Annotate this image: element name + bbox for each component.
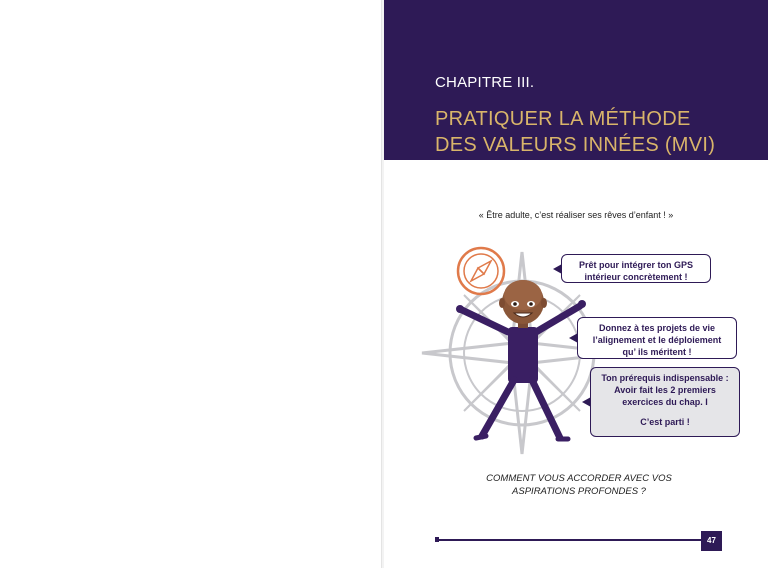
compass-icon (458, 248, 504, 294)
chapter-title-line1: PRATIQUER LA MÉTHODE (435, 108, 691, 130)
chapter-label: CHAPITRE III. (435, 74, 535, 91)
bubble-text: C’est parti ! (640, 417, 690, 427)
chapter-banner (384, 0, 768, 160)
bubble-text: l’alignement et le déploiement (592, 335, 722, 345)
epigraph-quote: « Être adulte, c’est réaliser ses rêves d’enfant ! » (478, 210, 674, 220)
bubble-text: Ton prérequis indispensable : (601, 373, 729, 383)
bubble-text: qu’ ils méritent ! (622, 347, 692, 357)
right-page (384, 0, 768, 568)
bubble-text: intérieur concrètement ! (584, 272, 688, 282)
avatar (499, 280, 547, 324)
page-number: 47 (701, 531, 722, 551)
speech-bubble-prerequisite (590, 367, 740, 437)
chapter-title (435, 106, 715, 158)
bubble-text: exercices du chap. I (622, 397, 708, 407)
bubble-text: Prêt pour intégrer ton GPS (578, 260, 693, 270)
question-line: COMMENT VOUS ACCORDER AVEC VOS (486, 473, 672, 484)
bubble-text: Avoir fait les 2 premiers (614, 385, 716, 395)
speech-bubble-gps (561, 254, 711, 283)
bubble-text: Donnez à tes projets de vie (598, 323, 716, 333)
speech-bubble-projects (577, 317, 737, 359)
guiding-question (384, 472, 768, 498)
footer-rule (436, 539, 702, 541)
chapter-title-line2: DES VALEURS INNÉES (MVI) (435, 134, 716, 156)
left-blank-page (0, 0, 382, 568)
question-line: ASPIRATIONS PROFONDES ? (512, 486, 646, 497)
